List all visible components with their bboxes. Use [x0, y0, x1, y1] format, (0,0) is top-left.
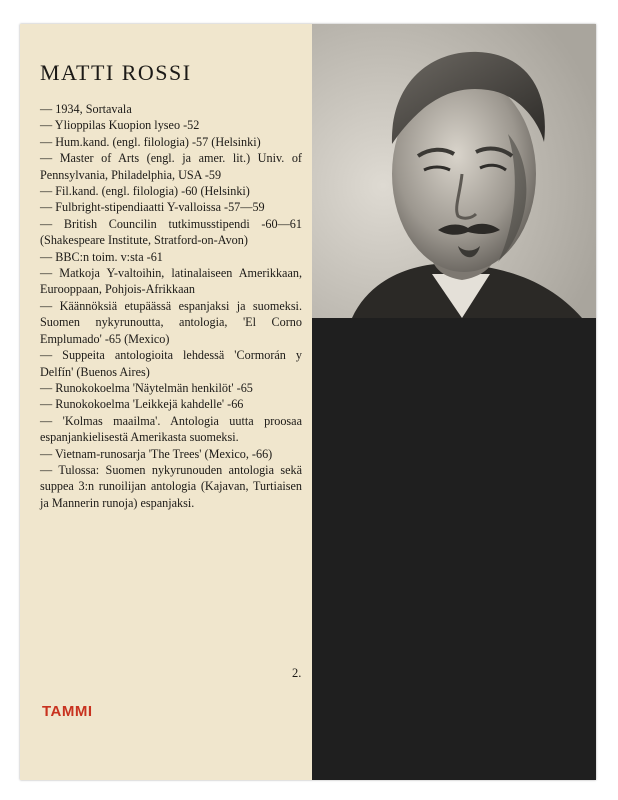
page-number: 2. [292, 666, 302, 680]
bio-entry: — Matkoja Y-valtoihin, latinalaiseen Amerikkaan, Eurooppaan, Pohjois-Afrikkaan [40, 266, 302, 297]
bio-entry: — Runokokoelma 'Näytelmän henkilöt' -65 [40, 380, 253, 395]
text-panel [20, 24, 312, 780]
bio-entry: — Hum.kand. (engl. filologia) -57 (Helsinki) [40, 134, 261, 149]
bio-entry: — Ylioppilas Kuopion lyseo -52 [40, 118, 200, 133]
author-portrait-photo [312, 24, 596, 318]
bio-entry: — Master of Arts (engl. ja amer. lit.) Univ. of Pennsylvania, Philadelphia, USA -59 [40, 151, 302, 182]
dark-panel [312, 24, 596, 780]
biography-list [40, 101, 302, 511]
bio-entry: — Tulossa: Suomen nykyrunouden antologia sekä suppea 3:n runoilijan antologia (Kajavan, Turtiaisen ja Mannerin runoja) espanjaksi. [40, 462, 302, 510]
bio-entry: — Vietnam-runosarja 'The Trees' (Mexico, -66) [40, 446, 273, 461]
bio-entry: — 'Kolmas maailma'. Antologia uutta proosaa espanjankielisestä Amerikasta suomeksi. [40, 413, 302, 445]
book-back-cover [20, 24, 596, 780]
bio-entry: — Runokokoelma 'Leikkejä kahdelle' -66 [40, 397, 244, 412]
bio-entry: — Fulbright-stipendiaatti Y-valloissa -57—59 [40, 200, 265, 215]
portrait-illustration [312, 24, 596, 318]
author-name: MATTI ROSSI [40, 60, 192, 85]
bio-entry: — Fil.kand. (engl. filologia) -60 (Helsinki) [40, 184, 250, 199]
bio-entry: — British Councilin tutkimusstipendi -60—61 (Shakespeare Institute, Stratford-on-Avon) [40, 216, 302, 248]
bio-entry: — BBC:n toim. v:sta -61 [40, 249, 163, 264]
bio-entry: — 1934, Sortavala [40, 102, 132, 116]
bio-entry: — Käännöksiä etupäässä espanjaksi ja suomeksi. Suomen nykyrunoutta, antologia, 'El Corno Emplumado' -65 (Mexico) [40, 298, 302, 346]
publisher-logo: TAMMI [42, 703, 93, 720]
bio-entry: — Suppeita antologioita lehdessä 'Cormorán y Delfín' (Buenos Aires) [40, 348, 302, 379]
